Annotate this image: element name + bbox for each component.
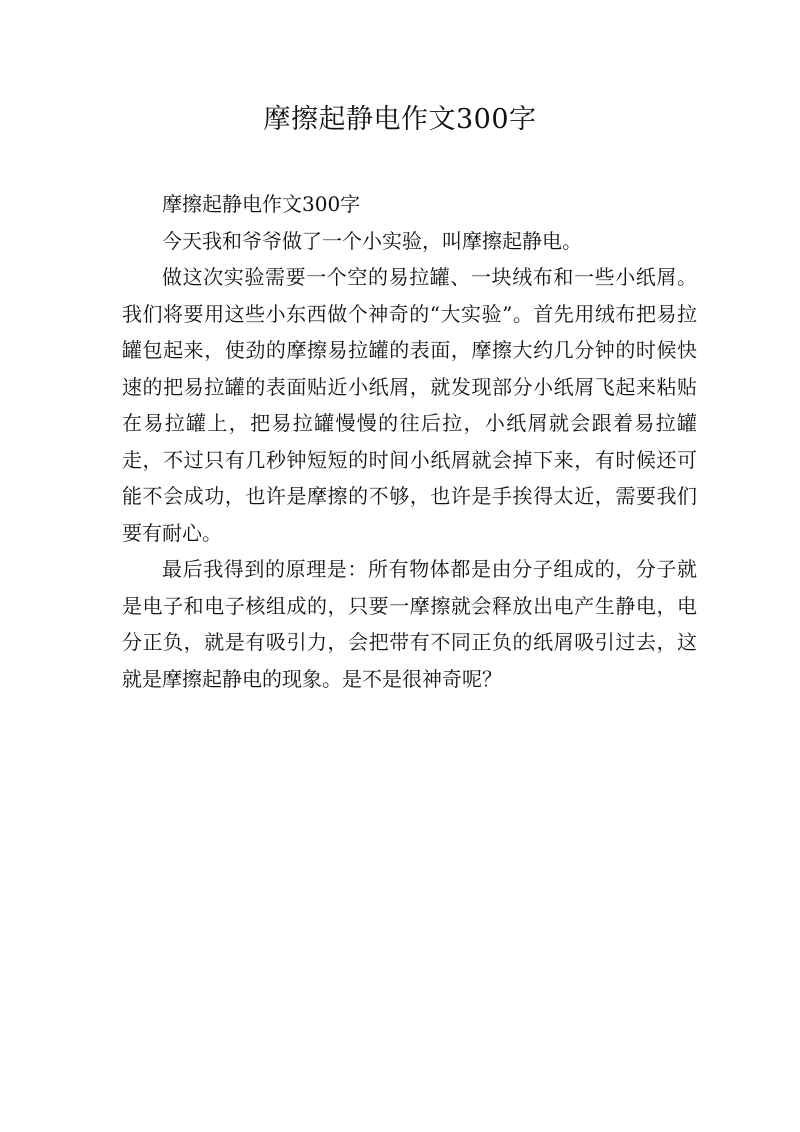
document-body	[122, 186, 697, 697]
paragraph-subtitle: 摩擦起静电作文300字	[162, 192, 361, 216]
paragraph-conclusion: 最后我得到的原理是：所有物体都是由分子组成的，分子就是电子和电子核组成的，只要一摩擦就会释放出电产生静电，电分正负，就是有吸引力，会把带有不同正负的纸屑吸引过去，这就是摩擦起静电的现象。是不是很神奇呢？	[122, 557, 697, 691]
document-title: 摩擦起静电作文300字	[263, 104, 537, 135]
paragraph-experiment: 做这次实验需要一个空的易拉罐、一块绒布和一些小纸屑。我们将要用这些小东西做个神奇的“大实验”。首先用绒布把易拉罐包起来，使劲的摩擦易拉罐的表面，摩擦大约几分钟的时候快速的把易拉罐的表面贴近小纸屑，就发现部分小纸屑飞起来粘贴在易拉罐上，把易拉罐慢慢的往后拉，小纸屑就会跟着易拉罐走，不过只有几秒钟短短的时间小纸屑就会掉下来，有时候还可能不会成功，也许是摩擦的不够，也许是手挨得太近，需要我们要有耐心。	[122, 265, 697, 545]
paragraph-intro: 今天我和爷爷做了一个小实验，叫摩擦起静电。	[162, 228, 582, 253]
